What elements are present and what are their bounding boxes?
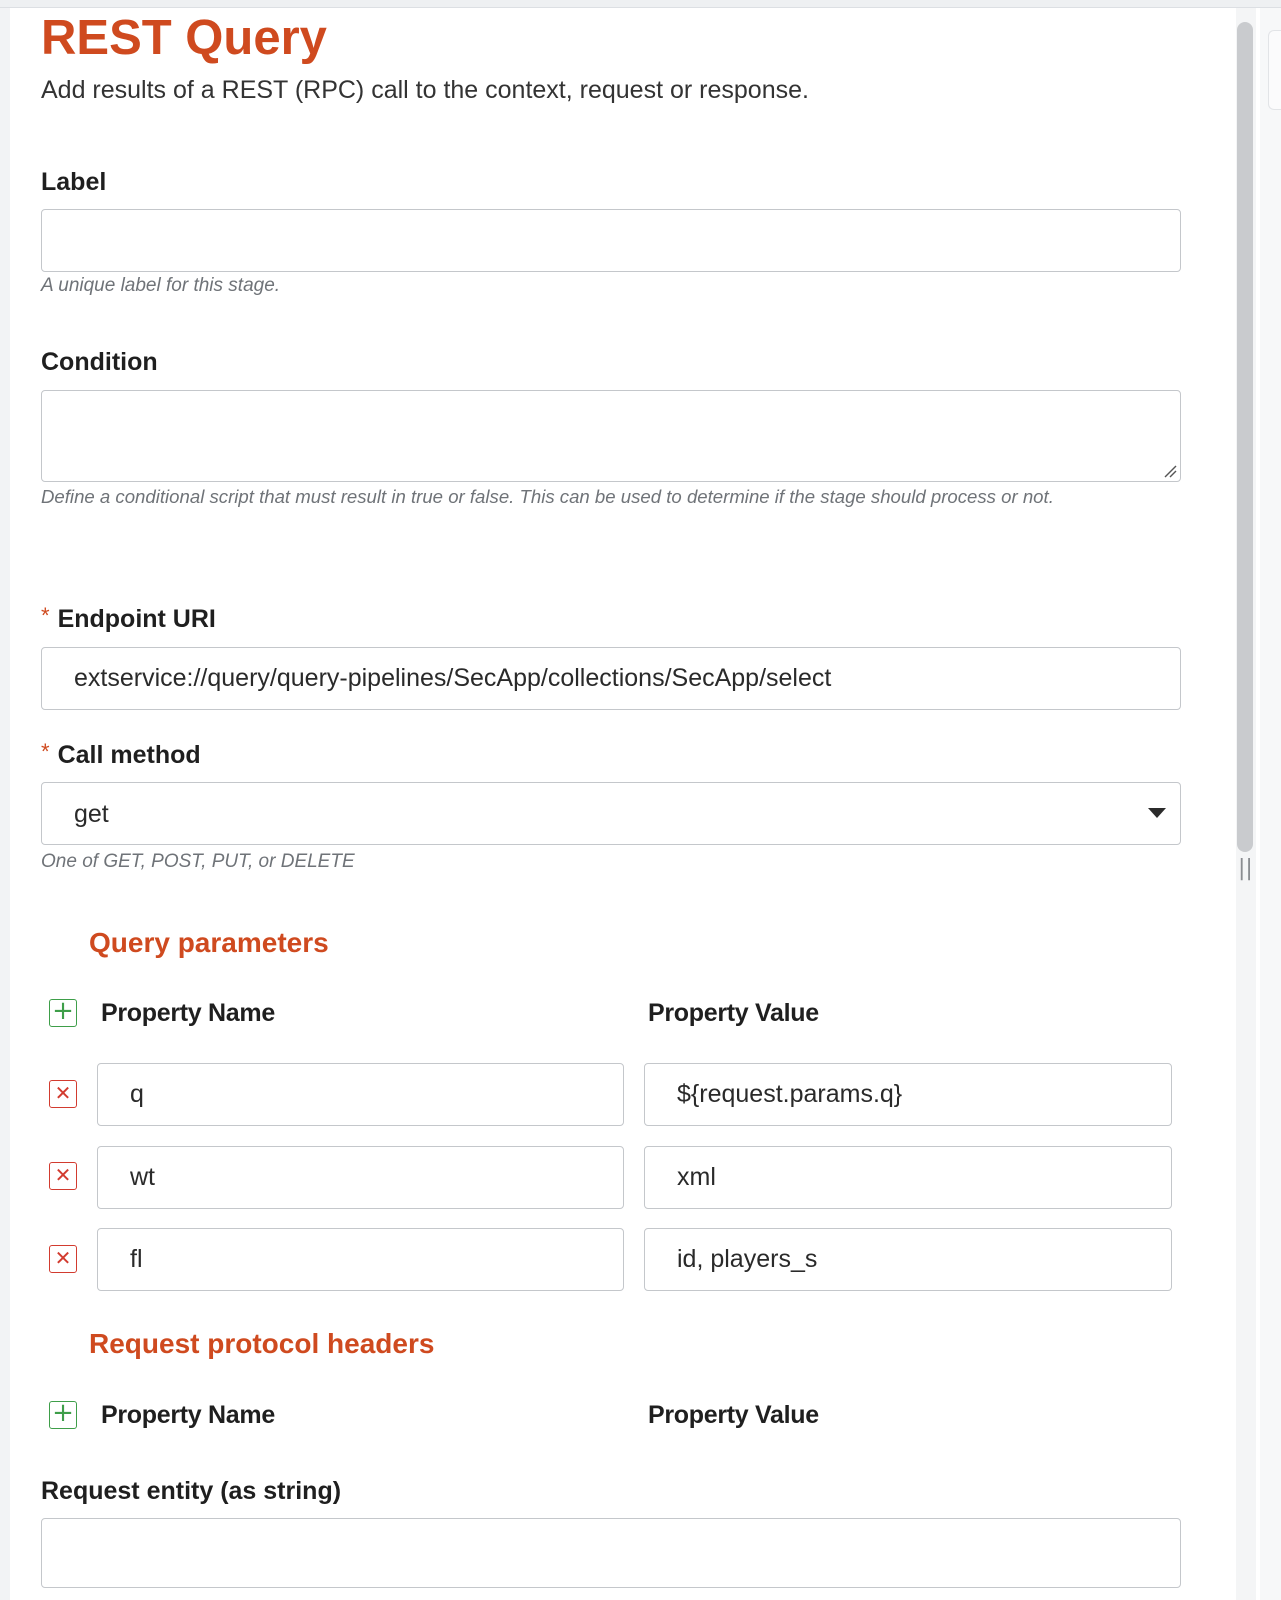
query-param-name-input[interactable]	[97, 1146, 624, 1209]
scrollbar-thumb[interactable]	[1237, 22, 1253, 852]
label-help-text: A unique label for this stage.	[41, 275, 281, 296]
page-title: REST Query	[41, 11, 327, 65]
required-asterisk: *	[41, 603, 50, 628]
query-parameters-name-header: Property Name	[101, 999, 275, 1027]
query-param-name-input[interactable]	[97, 1063, 624, 1126]
label-field-label: Label	[41, 168, 107, 196]
add-query-parameter-button[interactable]	[49, 996, 77, 1027]
double-bar-grip-icon[interactable]: ||	[1238, 856, 1253, 881]
page-subtitle: Add results of a REST (RPC) call to the context, request or response.	[41, 76, 809, 104]
request-entity-textarea[interactable]	[41, 1518, 1181, 1588]
query-param-value-input[interactable]	[644, 1146, 1172, 1209]
x-icon: ✕	[54, 1081, 72, 1105]
plus-icon: +	[52, 996, 74, 1026]
request-headers-title: Request protocol headers	[89, 1328, 435, 1359]
query-param-value-input[interactable]	[644, 1228, 1172, 1291]
call-method-select[interactable]	[41, 782, 1181, 845]
query-parameters-title: Query parameters	[89, 927, 329, 958]
add-request-header-button[interactable]	[49, 1398, 77, 1429]
call-method-selected-value: get	[74, 800, 109, 828]
window-top-border	[0, 0, 1281, 8]
resize-handle-icon[interactable]	[1163, 464, 1177, 478]
endpoint-uri-input[interactable]	[41, 647, 1181, 710]
condition-textarea[interactable]	[41, 390, 1181, 482]
query-param-value-input[interactable]	[644, 1063, 1172, 1126]
query-param-name-input[interactable]	[97, 1228, 624, 1291]
call-method-field-label	[41, 739, 201, 772]
left-gutter	[0, 8, 10, 1600]
x-icon: ✕	[54, 1246, 72, 1270]
remove-query-parameter-button[interactable]	[49, 1080, 77, 1108]
call-method-label-text: Call method	[57, 741, 201, 769]
x-icon: ✕	[54, 1163, 72, 1187]
required-asterisk: *	[41, 739, 50, 764]
condition-help-text: Define a conditional script that must result in true or false. This can be used to determine if the stage should process or not.	[41, 486, 1054, 507]
request-headers-value-header: Property Value	[648, 1401, 819, 1429]
side-panel-tab[interactable]	[1268, 30, 1281, 110]
query-parameters-value-header: Property Value	[648, 999, 819, 1027]
request-headers-name-header: Property Name	[101, 1401, 275, 1429]
chevron-down-icon[interactable]	[1148, 808, 1166, 818]
condition-field-label: Condition	[41, 348, 158, 376]
request-entity-field-label: Request entity (as string)	[41, 1477, 342, 1505]
remove-query-parameter-button[interactable]	[49, 1162, 77, 1190]
right-side-panel	[1260, 8, 1281, 1600]
call-method-help-text: One of GET, POST, PUT, or DELETE	[41, 851, 355, 872]
label-input[interactable]	[41, 209, 1181, 272]
endpoint-uri-field-label	[41, 603, 216, 636]
plus-icon: +	[52, 1398, 74, 1428]
remove-query-parameter-button[interactable]	[49, 1245, 77, 1273]
endpoint-uri-label-text: Endpoint URI	[57, 605, 216, 633]
